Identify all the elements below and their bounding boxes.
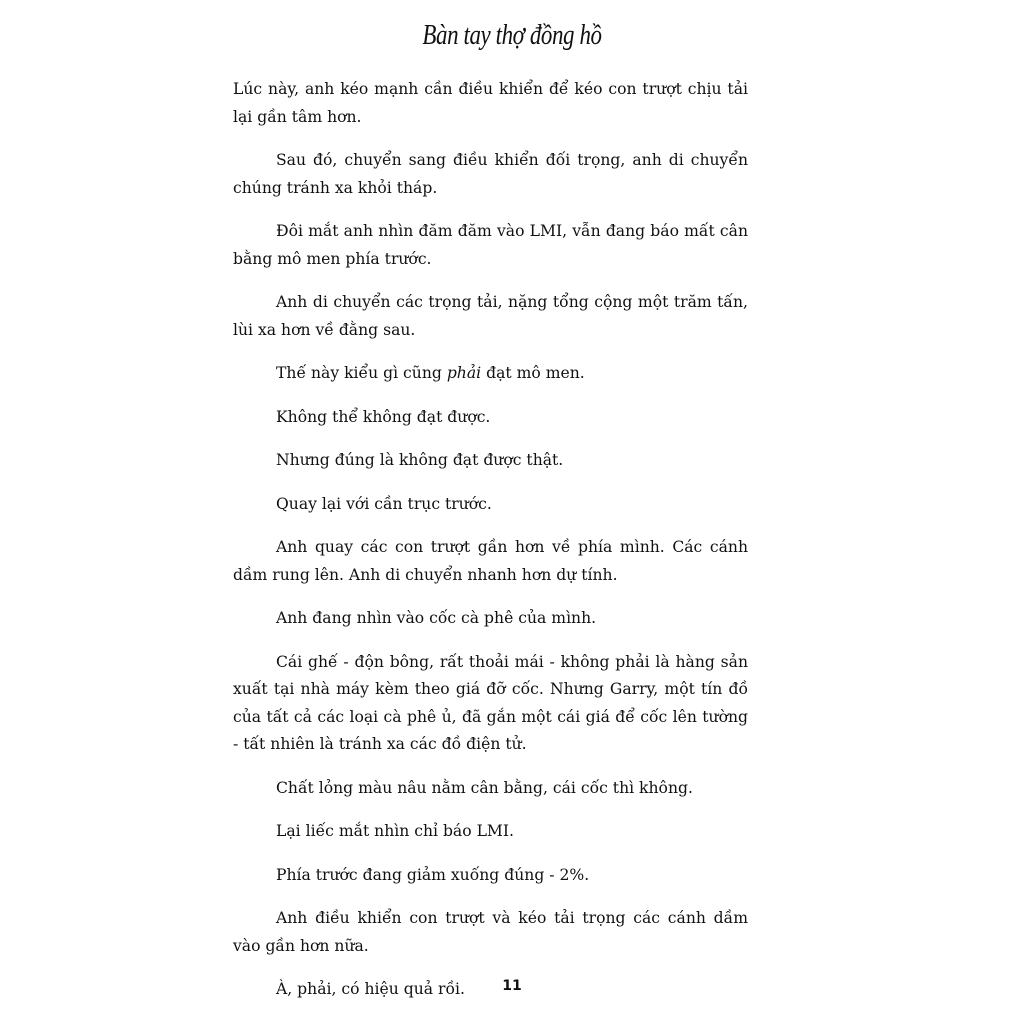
paragraph: Sau đó, chuyển sang điều khiển đối trọng, anh di chuyển chúng tránh xa khỏi tháp. — [233, 151, 748, 197]
paragraph: Anh điều khiển con trượt và kéo tải trọng các cánh dầm vào gần hơn nữa. — [233, 909, 748, 955]
paragraph: Quay lại với cần trục trước. — [276, 494, 492, 513]
paragraph: Chất lỏng màu nâu nằm cân bằng, cái cốc thì không. — [276, 778, 693, 797]
paragraph: Cái ghế - độn bông, rất thoải mái - không phải là hàng sản xuất tại nhà máy kèm theo giá đỡ cốc. Nhưng Garry, một tín đồ của tất cả các loại cà phê ủ, đã gắn một cái giá để cốc lên tường - tất nhiên là tránh xa các đồ điện tử. — [233, 652, 748, 753]
paragraph-with-emphasis — [233, 360, 748, 388]
paragraph: À, phải, có hiệu quả rồi. — [276, 980, 465, 998]
body-text — [233, 76, 748, 1020]
paragraph: Lại liếc mắt nhìn chỉ báo LMI. — [276, 822, 515, 840]
paragraph: Đôi mắt anh nhìn đăm đăm vào LMI, vẫn đang báo mất cân bằng mô men phía trước. — [233, 222, 748, 268]
paragraph: Anh di chuyển các trọng tải, nặng tổng cộng một trăm tấn, lùi xa hơn về đằng sau. — [233, 293, 748, 339]
paragraph-text: Thế này kiểu gì cũng — [276, 364, 447, 382]
paragraph: Phía trước đang giảm xuống đúng - 2%. — [276, 865, 590, 884]
paragraph: Anh đang nhìn vào cốc cà phê của mình. — [276, 609, 597, 627]
emphasis-word: phải — [446, 364, 482, 382]
paragraph: Không thể không đạt được. — [276, 407, 491, 426]
paragraph-text: đạt mô men. — [481, 364, 585, 382]
paragraph: Nhưng đúng là không đạt được thật. — [276, 451, 564, 469]
page-number: 11 — [502, 978, 522, 994]
paragraph: Lúc này, anh kéo mạnh cần điều khiển để kéo con trượt chịu tải lại gần tâm hơn. — [233, 80, 748, 126]
page-title: Bàn tay thợ đồng hồ — [422, 20, 602, 51]
paragraph: Anh quay các con trượt gần hơn về phía mình. Các cánh dầm rung lên. Anh di chuyển nhanh hơn dự tính. — [233, 538, 748, 584]
